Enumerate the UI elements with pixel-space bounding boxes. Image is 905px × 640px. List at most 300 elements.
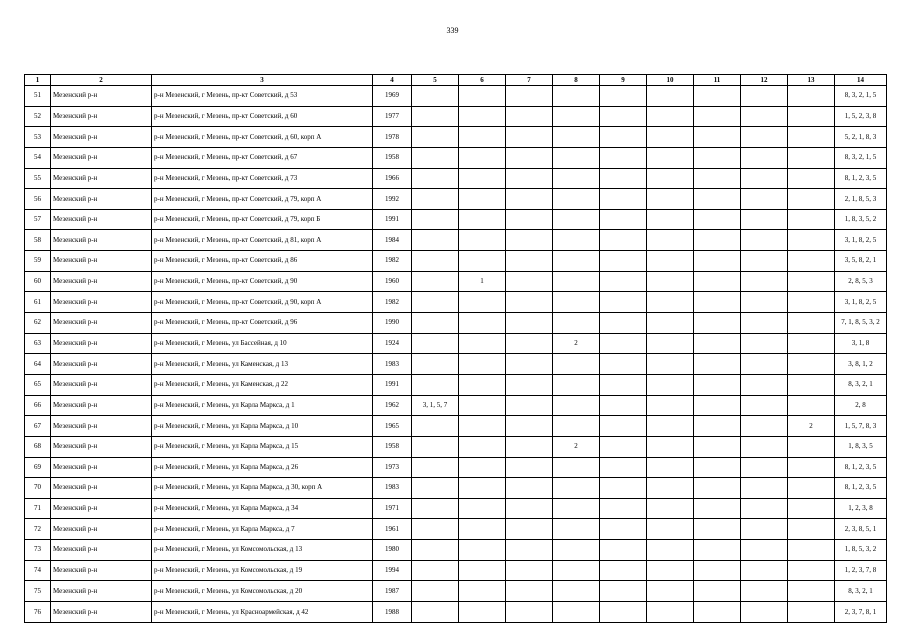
table-cell-col-7 [506,395,553,416]
column-header-8: 8 [553,75,600,86]
table-cell-col-12 [741,313,788,334]
column-header-5: 5 [412,75,459,86]
table-cell-col-13 [788,86,835,107]
table-cell-col-14: 2, 1, 8, 5, 3 [835,189,887,210]
table-cell-col-3: р-н Мезенский, г Мезень, пр-кт Советский, д 79, корп А [152,189,373,210]
table-cell-col-14: 2, 8 [835,395,887,416]
table-cell-col-9 [600,86,647,107]
table-cell-col-14: 3, 5, 8, 2, 1 [835,251,887,272]
table-cell-col-7 [506,374,553,395]
table-cell-col-3: р-н Мезенский, г Мезень, пр-кт Советский, д 60, корп А [152,127,373,148]
table-cell-col-4: 1961 [373,519,412,540]
table-cell-col-14: 2, 3, 8, 5, 1 [835,519,887,540]
table-cell-col-2: Мезенский р-н [51,209,152,230]
table-cell-col-1: 52 [25,106,51,127]
table-cell-col-9 [600,395,647,416]
table-cell-col-9 [600,581,647,602]
table-cell-col-2: Мезенский р-н [51,230,152,251]
table-cell-col-7 [506,602,553,623]
table-cell-col-7 [506,354,553,375]
table-cell-col-6 [459,106,506,127]
table-cell-col-8 [553,271,600,292]
table-cell-col-14: 8, 3, 2, 1 [835,581,887,602]
table-cell-col-12 [741,168,788,189]
table-cell-col-2: Мезенский р-н [51,354,152,375]
table-cell-col-6 [459,189,506,210]
table-cell-col-8 [553,498,600,519]
table-cell-col-9 [600,189,647,210]
table-cell-col-7 [506,581,553,602]
table-cell-col-9 [600,251,647,272]
table-cell-col-5 [412,230,459,251]
table-cell-col-7 [506,498,553,519]
table-cell-col-5 [412,436,459,457]
table-cell-col-10 [647,478,694,499]
table-cell-col-6 [459,230,506,251]
table-cell-col-12 [741,519,788,540]
table-cell-col-6 [459,251,506,272]
table-row [25,436,887,457]
column-header-9: 9 [600,75,647,86]
column-header-3: 3 [152,75,373,86]
table-cell-col-4: 1958 [373,436,412,457]
table-cell-col-11 [694,230,741,251]
table-cell-col-3: р-н Мезенский, г Мезень, пр-кт Советский, д 60 [152,106,373,127]
table-cell-col-12 [741,498,788,519]
table-row [25,354,887,375]
table-row [25,519,887,540]
table-cell-col-2: Мезенский р-н [51,581,152,602]
table-cell-col-2: Мезенский р-н [51,374,152,395]
table-cell-col-2: Мезенский р-н [51,457,152,478]
table-cell-col-6 [459,457,506,478]
table-cell-col-11 [694,540,741,561]
table-cell-col-6 [459,498,506,519]
table-cell-col-11 [694,251,741,272]
table-cell-col-6 [459,540,506,561]
table-cell-col-11 [694,416,741,437]
table-cell-col-1: 64 [25,354,51,375]
table-cell-col-2: Мезенский р-н [51,86,152,107]
table-cell-col-6 [459,292,506,313]
table-cell-col-5 [412,354,459,375]
table-cell-col-5 [412,581,459,602]
table-row [25,251,887,272]
table-cell-col-10 [647,581,694,602]
table-cell-col-1: 76 [25,602,51,623]
table-cell-col-13 [788,168,835,189]
table-cell-col-4: 1980 [373,540,412,561]
table-cell-col-1: 58 [25,230,51,251]
table-cell-col-7 [506,313,553,334]
table-cell-col-11 [694,436,741,457]
table-cell-col-12 [741,86,788,107]
table-cell-col-7 [506,292,553,313]
table-cell-col-14: 1, 8, 3, 5 [835,436,887,457]
table-cell-col-14: 8, 3, 2, 1, 5 [835,147,887,168]
table-cell-col-6: 1 [459,271,506,292]
table-cell-col-9 [600,457,647,478]
table-row [25,581,887,602]
table-cell-col-10 [647,498,694,519]
table-row [25,540,887,561]
table-cell-col-3: р-н Мезенский, г Мезень, ул Карла Маркса, д 26 [152,457,373,478]
table-cell-col-5 [412,333,459,354]
table-cell-col-4: 1971 [373,498,412,519]
table-cell-col-12 [741,540,788,561]
table-cell-col-10 [647,457,694,478]
table-cell-col-4: 1992 [373,189,412,210]
table-cell-col-1: 63 [25,333,51,354]
table-cell-col-12 [741,189,788,210]
table-cell-col-13 [788,230,835,251]
document-table [24,74,887,623]
table-cell-col-6 [459,168,506,189]
table-cell-col-12 [741,333,788,354]
table-cell-col-3: р-н Мезенский, г Мезень, ул Карла Маркса, д 10 [152,416,373,437]
header-row [25,75,887,86]
table-cell-col-8 [553,560,600,581]
table-row [25,416,887,437]
table-row [25,106,887,127]
table-cell-col-2: Мезенский р-н [51,147,152,168]
table-cell-col-9 [600,127,647,148]
table-cell-col-8 [553,127,600,148]
table-cell-col-9 [600,478,647,499]
table-cell-col-11 [694,189,741,210]
table-cell-col-9 [600,313,647,334]
table-cell-col-11 [694,602,741,623]
table-cell-col-11 [694,560,741,581]
table-cell-col-1: 59 [25,251,51,272]
table-cell-col-2: Мезенский р-н [51,333,152,354]
table-row [25,168,887,189]
table-cell-col-14: 5, 2, 1, 8, 3 [835,127,887,148]
table-cell-col-11 [694,498,741,519]
column-header-12: 12 [741,75,788,86]
table-cell-col-13 [788,374,835,395]
table-cell-col-9 [600,333,647,354]
table-cell-col-3: р-н Мезенский, г Мезень, ул Карла Маркса, д 34 [152,498,373,519]
table-cell-col-5 [412,602,459,623]
table-cell-col-10 [647,416,694,437]
table-cell-col-13 [788,478,835,499]
table-cell-col-3: р-н Мезенский, г Мезень, пр-кт Советский, д 73 [152,168,373,189]
table-cell-col-1: 74 [25,560,51,581]
table-cell-col-1: 65 [25,374,51,395]
table-cell-col-5 [412,374,459,395]
table-cell-col-13 [788,354,835,375]
table-cell-col-14: 7, 1, 8, 5, 3, 2 [835,313,887,334]
table-cell-col-1: 55 [25,168,51,189]
table-cell-col-11 [694,395,741,416]
table-cell-col-10 [647,333,694,354]
table-cell-col-6 [459,416,506,437]
table-cell-col-3: р-н Мезенский, г Мезень, ул Комсомольская, д 13 [152,540,373,561]
table-cell-col-4: 1973 [373,457,412,478]
table-cell-col-5 [412,292,459,313]
table-cell-col-1: 70 [25,478,51,499]
table-cell-col-1: 60 [25,271,51,292]
table-cell-col-12 [741,416,788,437]
table-cell-col-9 [600,519,647,540]
table-cell-col-8 [553,86,600,107]
table-cell-col-8 [553,251,600,272]
table-cell-col-4: 1991 [373,374,412,395]
table-cell-col-2: Мезенский р-н [51,251,152,272]
table-cell-col-1: 73 [25,540,51,561]
table-cell-col-7 [506,86,553,107]
table-cell-col-8 [553,519,600,540]
table-cell-col-8 [553,147,600,168]
table-cell-col-2: Мезенский р-н [51,127,152,148]
column-header-6: 6 [459,75,506,86]
table-cell-col-2: Мезенский р-н [51,540,152,561]
table-cell-col-10 [647,313,694,334]
table-cell-col-4: 1965 [373,416,412,437]
table-cell-col-7 [506,251,553,272]
table-cell-col-5 [412,498,459,519]
table-cell-col-13 [788,560,835,581]
table-cell-col-13 [788,189,835,210]
table-cell-col-4: 1978 [373,127,412,148]
table-cell-col-6 [459,354,506,375]
table-row [25,230,887,251]
table-cell-col-10 [647,540,694,561]
column-header-13: 13 [788,75,835,86]
table-cell-col-9 [600,498,647,519]
column-header-1: 1 [25,75,51,86]
table-cell-col-14: 8, 1, 2, 3, 5 [835,168,887,189]
table-cell-col-3: р-н Мезенский, г Мезень, пр-кт Советский, д 81, корп А [152,230,373,251]
table-cell-col-12 [741,106,788,127]
table-cell-col-6 [459,333,506,354]
table-cell-col-2: Мезенский р-н [51,560,152,581]
table-cell-col-10 [647,189,694,210]
column-header-2: 2 [51,75,152,86]
table-cell-col-2: Мезенский р-н [51,602,152,623]
table-cell-col-8 [553,209,600,230]
table-cell-col-3: р-н Мезенский, г Мезень, пр-кт Советский, д 96 [152,313,373,334]
table-cell-col-3: р-н Мезенский, г Мезень, пр-кт Советский, д 90, корп А [152,292,373,313]
table-cell-col-8 [553,354,600,375]
table-cell-col-1: 75 [25,581,51,602]
table-cell-col-3: р-н Мезенский, г Мезень, ул Карла Маркса, д 7 [152,519,373,540]
table-cell-col-7 [506,436,553,457]
table-cell-col-3: р-н Мезенский, г Мезень, пр-кт Советский, д 67 [152,147,373,168]
table-cell-col-14: 2, 8, 5, 3 [835,271,887,292]
table-cell-col-12 [741,478,788,499]
table-cell-col-4: 1983 [373,478,412,499]
table-row [25,498,887,519]
table-cell-col-5 [412,106,459,127]
table-cell-col-11 [694,333,741,354]
table-cell-col-7 [506,519,553,540]
table-cell-col-5 [412,189,459,210]
table-cell-col-11 [694,106,741,127]
table-cell-col-4: 1982 [373,292,412,313]
table-cell-col-2: Мезенский р-н [51,416,152,437]
table-cell-col-10 [647,127,694,148]
table-cell-col-12 [741,251,788,272]
table-cell-col-7 [506,106,553,127]
table-cell-col-13 [788,271,835,292]
table-cell-col-10 [647,168,694,189]
table-cell-col-8 [553,540,600,561]
table-cell-col-4: 1987 [373,581,412,602]
table-cell-col-8 [553,478,600,499]
table-cell-col-13 [788,313,835,334]
table-cell-col-5 [412,86,459,107]
table-cell-col-12 [741,147,788,168]
table-cell-col-7 [506,457,553,478]
table-cell-col-11 [694,147,741,168]
table-cell-col-10 [647,519,694,540]
table-cell-col-3: р-н Мезенский, г Мезень, пр-кт Советский, д 53 [152,86,373,107]
table-cell-col-12 [741,602,788,623]
table-cell-col-10 [647,209,694,230]
table-cell-col-7 [506,333,553,354]
table-cell-col-14: 1, 8, 3, 5, 2 [835,209,887,230]
table-cell-col-12 [741,374,788,395]
table-cell-col-2: Мезенский р-н [51,436,152,457]
table-cell-col-12 [741,457,788,478]
table-cell-col-10 [647,395,694,416]
table-cell-col-14: 1, 2, 3, 8 [835,498,887,519]
table-body [25,86,887,623]
table-cell-col-8 [553,230,600,251]
table-cell-col-5 [412,251,459,272]
table-cell-col-1: 69 [25,457,51,478]
table-cell-col-7 [506,540,553,561]
table-cell-col-8 [553,313,600,334]
column-header-10: 10 [647,75,694,86]
table-cell-col-1: 72 [25,519,51,540]
table-cell-col-8 [553,602,600,623]
table-cell-col-9 [600,354,647,375]
table-cell-col-1: 54 [25,147,51,168]
table-cell-col-5 [412,540,459,561]
table-cell-col-13 [788,209,835,230]
table-cell-col-9 [600,271,647,292]
table-cell-col-5 [412,478,459,499]
table-cell-col-8 [553,457,600,478]
table-cell-col-4: 1994 [373,560,412,581]
table-cell-col-12 [741,230,788,251]
table-cell-col-11 [694,581,741,602]
table-cell-col-4: 1982 [373,251,412,272]
table-cell-col-3: р-н Мезенский, г Мезень, пр-кт Советский, д 79, корп Б [152,209,373,230]
table-cell-col-4: 1958 [373,147,412,168]
table-cell-col-3: р-н Мезенский, г Мезень, пр-кт Советский, д 86 [152,251,373,272]
table-cell-col-10 [647,602,694,623]
table-cell-col-9 [600,230,647,251]
table-cell-col-3: р-н Мезенский, г Мезень, ул Каменская, д 22 [152,374,373,395]
table-cell-col-10 [647,86,694,107]
table-cell-col-1: 71 [25,498,51,519]
table-row [25,560,887,581]
table-cell-col-4: 1962 [373,395,412,416]
table-row [25,86,887,107]
table-cell-col-12 [741,127,788,148]
table-cell-col-13 [788,395,835,416]
table-cell-col-10 [647,436,694,457]
table-cell-col-3: р-н Мезенский, г Мезень, ул Бассейная, д 10 [152,333,373,354]
table-cell-col-14: 3, 8, 1, 2 [835,354,887,375]
table-cell-col-3: р-н Мезенский, г Мезень, ул Комсомольская, д 19 [152,560,373,581]
table-cell-col-13 [788,333,835,354]
table-cell-col-12 [741,581,788,602]
table-cell-col-13 [788,436,835,457]
table-cell-col-10 [647,106,694,127]
table-cell-col-9 [600,292,647,313]
table-cell-col-13 [788,581,835,602]
table-cell-col-10 [647,271,694,292]
table-cell-col-8 [553,106,600,127]
table-cell-col-8 [553,581,600,602]
table-cell-col-1: 66 [25,395,51,416]
table-cell-col-12 [741,271,788,292]
table-row [25,271,887,292]
table-cell-col-1: 61 [25,292,51,313]
table-cell-col-8 [553,168,600,189]
table-cell-col-3: р-н Мезенский, г Мезень, ул Карла Маркса, д 1 [152,395,373,416]
table-cell-col-9 [600,168,647,189]
table-cell-col-6 [459,127,506,148]
table-cell-col-2: Мезенский р-н [51,478,152,499]
table-cell-col-5: 3, 1, 5, 7 [412,395,459,416]
table-cell-col-8 [553,416,600,437]
table-cell-col-5 [412,209,459,230]
table-cell-col-11 [694,478,741,499]
table-cell-col-10 [647,560,694,581]
table-cell-col-7 [506,147,553,168]
table-cell-col-7 [506,271,553,292]
table-cell-col-14: 1, 5, 2, 3, 8 [835,106,887,127]
table-cell-col-1: 53 [25,127,51,148]
table-cell-col-14: 3, 1, 8, 2, 5 [835,292,887,313]
table-cell-col-13 [788,127,835,148]
table-cell-col-9 [600,209,647,230]
table-cell-col-13 [788,540,835,561]
table-cell-col-3: р-н Мезенский, г Мезень, ул Карла Маркса, д 30, корп А [152,478,373,499]
table-cell-col-5 [412,457,459,478]
table-cell-col-3: р-н Мезенский, г Мезень, ул Красноармейская, д 42 [152,602,373,623]
table-cell-col-2: Мезенский р-н [51,292,152,313]
table-row [25,457,887,478]
table-cell-col-2: Мезенский р-н [51,189,152,210]
table-cell-col-14: 2, 3, 7, 8, 1 [835,602,887,623]
table-cell-col-6 [459,581,506,602]
table-row [25,127,887,148]
table-cell-col-13 [788,292,835,313]
table-cell-col-11 [694,168,741,189]
table-cell-col-6 [459,436,506,457]
table-cell-col-4: 1984 [373,230,412,251]
table-cell-col-11 [694,271,741,292]
table-cell-col-7 [506,189,553,210]
table-cell-col-4: 1966 [373,168,412,189]
table-cell-col-5 [412,147,459,168]
table-cell-col-14: 8, 3, 2, 1, 5 [835,86,887,107]
table-row [25,333,887,354]
table-cell-col-4: 1991 [373,209,412,230]
table-row [25,478,887,499]
table-cell-col-7 [506,168,553,189]
table-cell-col-1: 56 [25,189,51,210]
table-cell-col-9 [600,602,647,623]
table-cell-col-13 [788,602,835,623]
